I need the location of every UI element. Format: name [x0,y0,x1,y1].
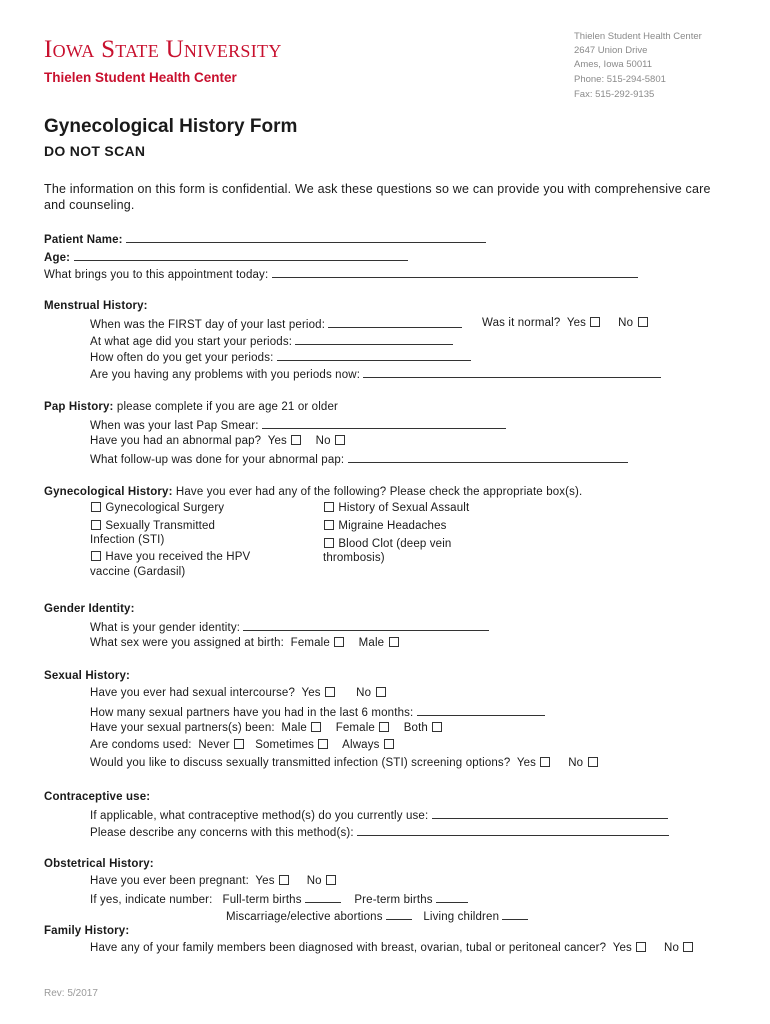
condoms-sometimes-checkbox[interactable] [318,739,328,749]
form-title: Gynecological History Form [44,116,298,137]
reason-row [44,267,638,281]
blood-clot-checkbox[interactable] [324,538,334,548]
migraine-checkbox[interactable] [324,520,334,530]
partner-both-checkbox[interactable] [432,722,442,732]
period-frequency-row [90,350,471,364]
blood-clot-label: Blood Clot (deep vein [338,538,452,550]
abnormal-pap-label: Have you had an abnormal pap? [90,435,262,447]
pregnant-label: Have you ever been pregnant: [90,875,249,887]
female-label: Female [335,722,375,734]
gender-heading: Gender Identity: [44,603,135,615]
gyn-surgery-option [90,502,224,514]
living-children-field[interactable] [502,909,528,920]
pap-followup-field[interactable] [348,452,628,463]
yes-label: Yes [516,757,537,769]
pap-heading: Pap History: [44,401,114,413]
partner-gender-row [90,722,443,734]
hpv-label-cont: vaccine (Gardasil) [90,566,186,578]
intercourse-yes-checkbox[interactable] [325,687,335,697]
assigned-female-checkbox[interactable] [334,637,344,647]
pregnant-yes-checkbox[interactable] [279,875,289,885]
sexual-assault-option [323,502,469,514]
no-label: No [306,875,322,887]
abnormal-pap-row [90,435,346,447]
gender-identity-label: What is your gender identity: [90,622,241,634]
condoms-label: Are condoms used: [90,739,192,751]
period-problems-row [90,367,661,381]
blood-clot-label-cont: thrombosis) [323,552,385,564]
partner-male-checkbox[interactable] [311,722,321,732]
miscarriage-field[interactable] [386,909,412,920]
patient-name-row [44,232,486,246]
family-cancer-label: Have any of your family members been diagnosed with breast, ovarian, tubal or peritoneal cancer? [90,942,607,954]
pregnant-no-checkbox[interactable] [326,875,336,885]
last-pap-row [90,418,506,432]
period-frequency-label: How often do you get your periods: [90,352,274,364]
male-label: Male [281,722,307,734]
period-normal-yes-checkbox[interactable] [590,317,600,327]
contraceptive-heading: Contraceptive use: [44,791,151,803]
sexual-assault-label: History of Sexual Assault [338,502,470,514]
no-label: No [618,317,634,329]
no-label: No [664,942,680,954]
full-term-field[interactable] [305,892,341,903]
menstrual-heading: Menstrual History: [44,300,148,312]
family-cancer-no-checkbox[interactable] [683,942,693,952]
do-not-scan-note: DO NOT SCAN [44,143,146,159]
abnormal-pap-no-checkbox[interactable] [335,435,345,445]
age-row [44,250,408,264]
migraine-label: Migraine Headaches [338,520,447,532]
pap-note: please complete if you are age 21 or older [116,401,339,413]
phone-line: Phone: 515-294-5801 [574,74,666,85]
no-label: No [356,687,372,699]
period-normal-row [482,317,649,329]
age-label: Age: [44,252,71,264]
no-label: No [568,757,584,769]
sti-screening-row [90,757,599,769]
age-field[interactable] [74,250,408,261]
family-heading: Family History: [44,925,130,937]
family-cancer-row [90,942,694,954]
address-line: 2647 Union Drive [574,45,648,56]
pap-heading-row [44,401,338,413]
start-age-field[interactable] [295,334,453,345]
start-age-label: At what age did you start your periods: [90,336,293,348]
contraceptive-concerns-field[interactable] [357,825,669,836]
gyn-surgery-label: Gynecological Surgery [105,502,225,514]
sti-option [90,520,215,532]
sti-screening-label: Would you like to discuss sexually transmitted infection (STI) screening options? [90,757,511,769]
contraceptive-method-row [90,808,668,822]
living-children-label: Living children [423,911,500,923]
abnormal-pap-yes-checkbox[interactable] [291,435,301,445]
gyn-surgery-checkbox[interactable] [91,502,101,512]
contraceptive-concerns-row [90,825,669,839]
period-normal-no-checkbox[interactable] [638,317,648,327]
condoms-never-checkbox[interactable] [234,739,244,749]
intercourse-label: Have you ever had sexual intercourse? [90,687,295,699]
last-period-row [90,317,462,331]
gyn-heading-row [44,486,582,498]
male-label: Male [358,637,385,649]
yes-label: Yes [612,942,632,954]
sometimes-label: Sometimes [255,739,315,751]
hpv-label: Have you received the HPV [105,551,251,563]
sti-screening-no-checkbox[interactable] [588,757,598,767]
partners-count-row [90,705,545,719]
yes-label: Yes [255,875,275,887]
partners-count-field[interactable] [417,705,545,716]
address-line: Ames, Iowa 50011 [574,59,652,70]
gender-identity-row [90,620,489,634]
revision-date: Rev: 5/2017 [44,988,98,999]
hpv-checkbox[interactable] [91,551,101,561]
sexual-assault-checkbox[interactable] [324,502,334,512]
start-age-row [90,334,453,348]
last-pap-field[interactable] [262,418,506,429]
assigned-male-checkbox[interactable] [389,637,399,647]
pre-term-field[interactable] [436,892,468,903]
last-period-field[interactable] [328,317,462,328]
period-problems-field[interactable] [363,367,661,378]
contraceptive-method-label: If applicable, what contraceptive method(s) do you currently use: [90,810,429,822]
partners-count-label: How many sexual partners have you had in the last 6 months: [90,707,414,719]
period-frequency-field[interactable] [277,350,471,361]
sti-label: Sexually Transmitted [105,520,216,532]
miscarriage-label: Miscarriage/elective abortions [226,911,383,923]
health-center-name: Thielen Student Health Center [44,70,237,85]
gender-identity-field[interactable] [243,620,489,631]
university-logo: Iowa State University [44,36,282,63]
female-label: Female [290,637,330,649]
obstetrical-heading: Obstetrical History: [44,858,154,870]
period-problems-label: Are you having any problems with you periods now: [90,369,361,381]
gyn-note: Have you ever had any of the following? Please check the appropriate box(s). [175,486,583,498]
pregnancy-numbers-label: If yes, indicate number: [90,894,213,906]
intercourse-row [90,687,387,699]
patient-name-label: Patient Name: [44,234,123,246]
address-line: Thielen Student Health Center [574,31,702,42]
contraceptive-method-field[interactable] [432,808,668,819]
reason-label: What brings you to this appointment today: [44,269,269,281]
sti-checkbox[interactable] [91,520,101,530]
gyn-heading: Gynecological History: [44,486,173,498]
fax-line: Fax: 515-292-9135 [574,89,655,100]
family-cancer-yes-checkbox[interactable] [636,942,646,952]
hpv-option [90,551,250,563]
pre-term-label: Pre-term births [354,894,433,906]
intercourse-no-checkbox[interactable] [376,687,386,697]
full-term-label: Full-term births [222,894,302,906]
blood-clot-option [323,538,451,550]
always-label: Always [342,739,380,751]
contraceptive-concerns-label: Please describe any concerns with this method(s): [90,827,354,839]
last-period-label: When was the FIRST day of your last period: [90,319,326,331]
condoms-always-checkbox[interactable] [384,739,394,749]
migraine-option [323,520,447,532]
pap-followup-label: What follow-up was done for your abnormal pap: [90,454,345,466]
intro-text: The information on this form is confidential. We ask these questions so we can provide you with comprehensive care and counseling. [44,182,711,212]
assigned-sex-label: What sex were you assigned at birth: [90,637,284,649]
assigned-sex-row [90,637,400,649]
never-label: Never [198,739,230,751]
sexual-heading: Sexual History: [44,670,130,682]
sti-screening-yes-checkbox[interactable] [540,757,550,767]
condoms-row [90,739,395,751]
pregnancy-numbers-row [90,892,468,906]
pregnant-row [90,875,337,887]
pregnancy-numbers-row-2 [226,909,528,923]
yes-label: Yes [267,435,287,447]
last-pap-label: When was your last Pap Smear: [90,420,259,432]
pap-followup-row [90,452,628,466]
period-normal-label: Was it normal? [482,317,561,329]
partner-female-checkbox[interactable] [379,722,389,732]
sti-label-cont: Infection (STI) [90,534,165,546]
yes-label: Yes [301,687,321,699]
both-label: Both [403,722,428,734]
yes-label: Yes [566,317,587,329]
patient-name-field[interactable] [126,232,486,243]
reason-field[interactable] [272,267,638,278]
no-label: No [315,435,331,447]
partner-gender-label: Have your sexual partners(s) been: [90,722,275,734]
